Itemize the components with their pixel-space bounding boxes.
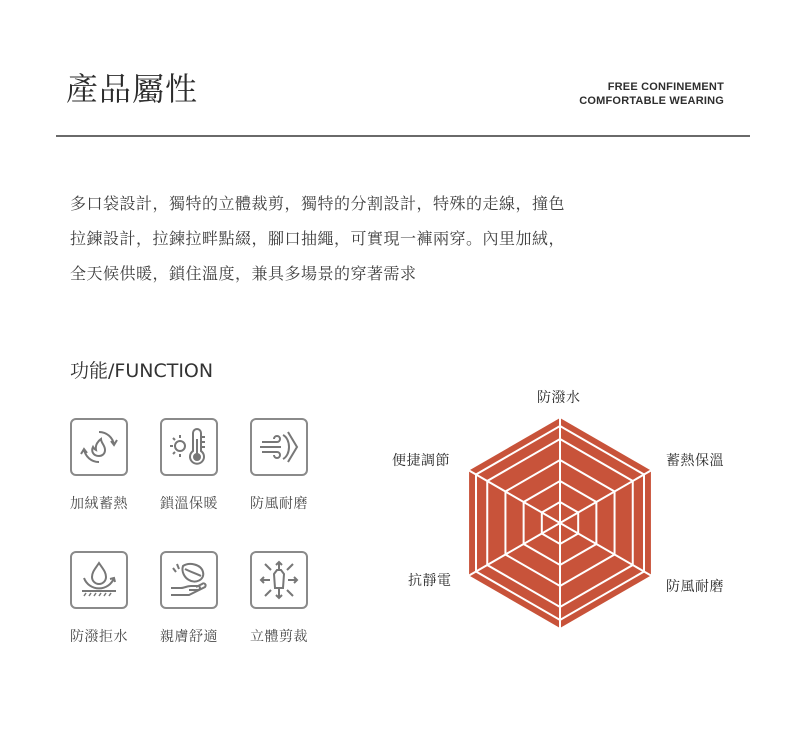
feature-label: 立體剪裁 — [250, 629, 308, 645]
radar-axis-label: 便捷調節 — [392, 453, 450, 469]
feature-label: 親膚舒適 — [160, 629, 218, 645]
description-line-1: 多口袋設計，獨特的立體裁剪，獨特的分割設計，特殊的走線，撞色 — [70, 194, 566, 213]
radar-axis-label: 蓄熱保溫 — [666, 453, 724, 469]
radar-axis-label: 防潑水 — [537, 390, 581, 406]
tagline-line-2: COMFORTABLE WEARING — [579, 95, 724, 107]
feature-label: 鎖溫保暖 — [160, 496, 218, 512]
feature-label: 防潑拒水 — [70, 629, 128, 645]
page-title: 產品屬性 — [66, 70, 199, 108]
feature-label: 防風耐磨 — [250, 496, 308, 512]
description-line-2: 拉鍊設計，拉鍊拉畔點綴，腳口抽繩，可實現一褲兩穿。內里加絨， — [70, 229, 566, 248]
feature-label: 加絨蓄熱 — [70, 496, 128, 512]
description-line-3: 全天候供暖，鎖住溫度，兼具多場景的穿著需求 — [70, 264, 417, 283]
radar-axis-label: 抗靜電 — [408, 573, 452, 589]
radar-axis-label: 防風耐磨 — [666, 579, 724, 595]
tagline-line-1: FREE CONFINEMENT — [607, 81, 724, 93]
function-title: 功能/FUNCTION — [70, 360, 214, 382]
